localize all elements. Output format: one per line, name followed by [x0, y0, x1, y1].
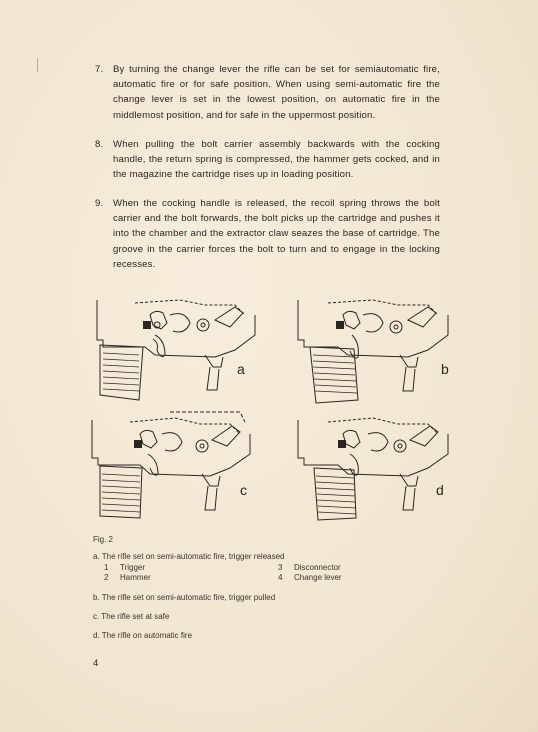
legend-item [104, 573, 151, 582]
figure-b [288, 295, 463, 405]
paragraph-number: 7. [95, 64, 104, 75]
caption-c: c. The rifle set at safe [93, 612, 170, 621]
legend-label: Change lever [294, 573, 342, 582]
paragraph-8 [95, 137, 440, 183]
legend-number: 3 [278, 563, 283, 572]
paragraph-text: By turning the change lever the rifle can be set for semiautomatic fire, automatic fire or for safe position. When using semi-automatic fire the change lever is set in the lowest position, on automatic fire in the middlemost position, and for safe in the uppermost position. [113, 64, 440, 121]
figure-letter: b [441, 361, 449, 377]
figure-c [90, 410, 265, 520]
legend-number: 2 [104, 573, 109, 582]
trigger-mechanism-drawing-b [288, 295, 463, 405]
caption-a: a. The rifle set on semi-automatic fire, trigger released [93, 552, 285, 561]
paragraph-7 [95, 62, 440, 123]
caption-d: d. The rifle on automatic fire [93, 631, 193, 640]
legend-label: Disconnector [294, 563, 341, 572]
trigger-mechanism-drawing-d [288, 410, 463, 520]
figure-d [288, 410, 463, 520]
legend-number: 4 [278, 573, 283, 582]
trigger-mechanism-drawing-c [90, 410, 265, 520]
legend-item [104, 563, 145, 572]
page-number: 4 [93, 658, 99, 669]
figure-letter: a [237, 361, 245, 377]
paragraph-number: 8. [95, 139, 104, 150]
trigger-mechanism-drawing-a [95, 295, 270, 405]
legend-item [278, 563, 341, 572]
figure-label: Fig. 2 [93, 535, 114, 544]
figure-letter: c [240, 482, 247, 498]
figure-a [95, 295, 270, 405]
legend-number: 1 [104, 563, 109, 572]
margin-mark [37, 58, 38, 72]
legend-label: Hammer [120, 573, 151, 582]
paragraph-9 [95, 196, 440, 272]
paragraph-number: 9. [95, 198, 104, 209]
legend-label: Trigger [120, 563, 146, 572]
figure-letter: d [436, 482, 444, 498]
caption-b: b. The rifle set on semi-automatic fire, trigger pulled [93, 593, 276, 602]
legend-item [278, 573, 342, 582]
paragraph-text: When pulling the bolt carrier assembly backwards with the cocking handle, the return spring is compressed, the hammer gets cocked, and in the magazine the cartridge rises up in loading position. [113, 139, 440, 181]
paragraph-text: When the cocking handle is released, the recoil spring throws the bolt carrier and the bolt forwards, the bolt picks up the cartridge and pushes it into the chamber and the extractor claw seazes the base of cartridge. The groove in the carrier forces the bolt to turn and to engage in the locking recesses. [113, 198, 440, 270]
